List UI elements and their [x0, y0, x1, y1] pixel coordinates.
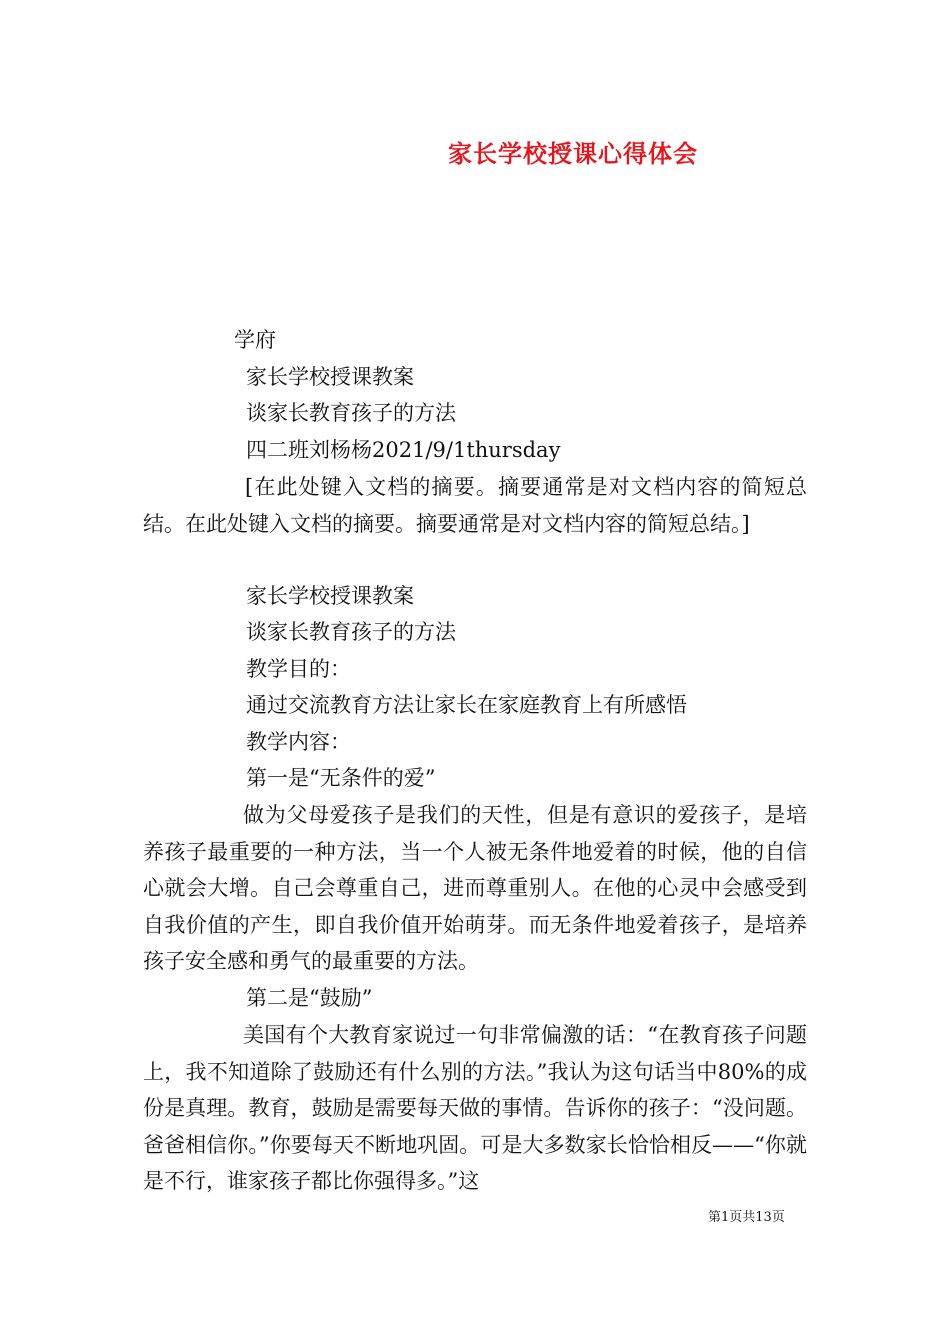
- header-line-author-date: 四二班刘杨杨2021/9/1thursday: [246, 438, 561, 462]
- page-footer: 第1页共13页: [708, 1210, 785, 1225]
- section-heading-2: 第二是“鼓励”: [246, 986, 373, 1010]
- document-title: 家长学校授课心得体会: [448, 139, 698, 168]
- header-line-topic: 谈家长教育孩子的方法: [246, 401, 456, 425]
- body-line-lesson-plan: 家长学校授课教案: [246, 584, 414, 608]
- paragraph-1: 做为父母爱孩子是我们的天性，但是有意识的爱孩子，是培养孩子最重要的一种方法，当一个人被无条件地爱着的时候，他的自信心就会大增。自己会尊重自己，进而尊重别人。在他的心灵中会感受到自我价值的产生，即自我价值开始萌芽。而无条件地爱着孩子，是培养孩子安全感和勇气的最重要的方法。: [143, 803, 807, 974]
- body-line-objective: 通过交流教育方法让家长在家庭教育上有所感悟: [246, 693, 687, 717]
- header-line-school: 学府: [234, 328, 276, 352]
- body-line-content-label: 教学内容：: [246, 730, 351, 754]
- section-heading-1: 第一是“无条件的爱”: [246, 766, 436, 790]
- paragraph-2: 美国有个大教育家说过一句非常偏激的话：“在教育孩子问题上，我不知道除了鼓励还有什么别的方法。”我认为这句话当中80%的成份是真理。教育，鼓励是需要每天做的事情。告诉你的孩子：“没问题。爸爸相信你。”你要每天不断地巩固。可是大多数家长恰恰相反——“你就是不行，谁家孩子都比你强得多。”这: [143, 1023, 807, 1194]
- body-line-topic: 谈家长教育孩子的方法: [246, 620, 456, 644]
- abstract-paragraph: [在此处键入文档的摘要。摘要通常是对文档内容的简短总结。在此处键入文档的摘要。摘要通常是对文档内容的简短总结。]: [143, 475, 807, 536]
- body-line-objective-label: 教学目的：: [246, 657, 351, 681]
- header-line-lesson-plan: 家长学校授课教案: [246, 365, 414, 389]
